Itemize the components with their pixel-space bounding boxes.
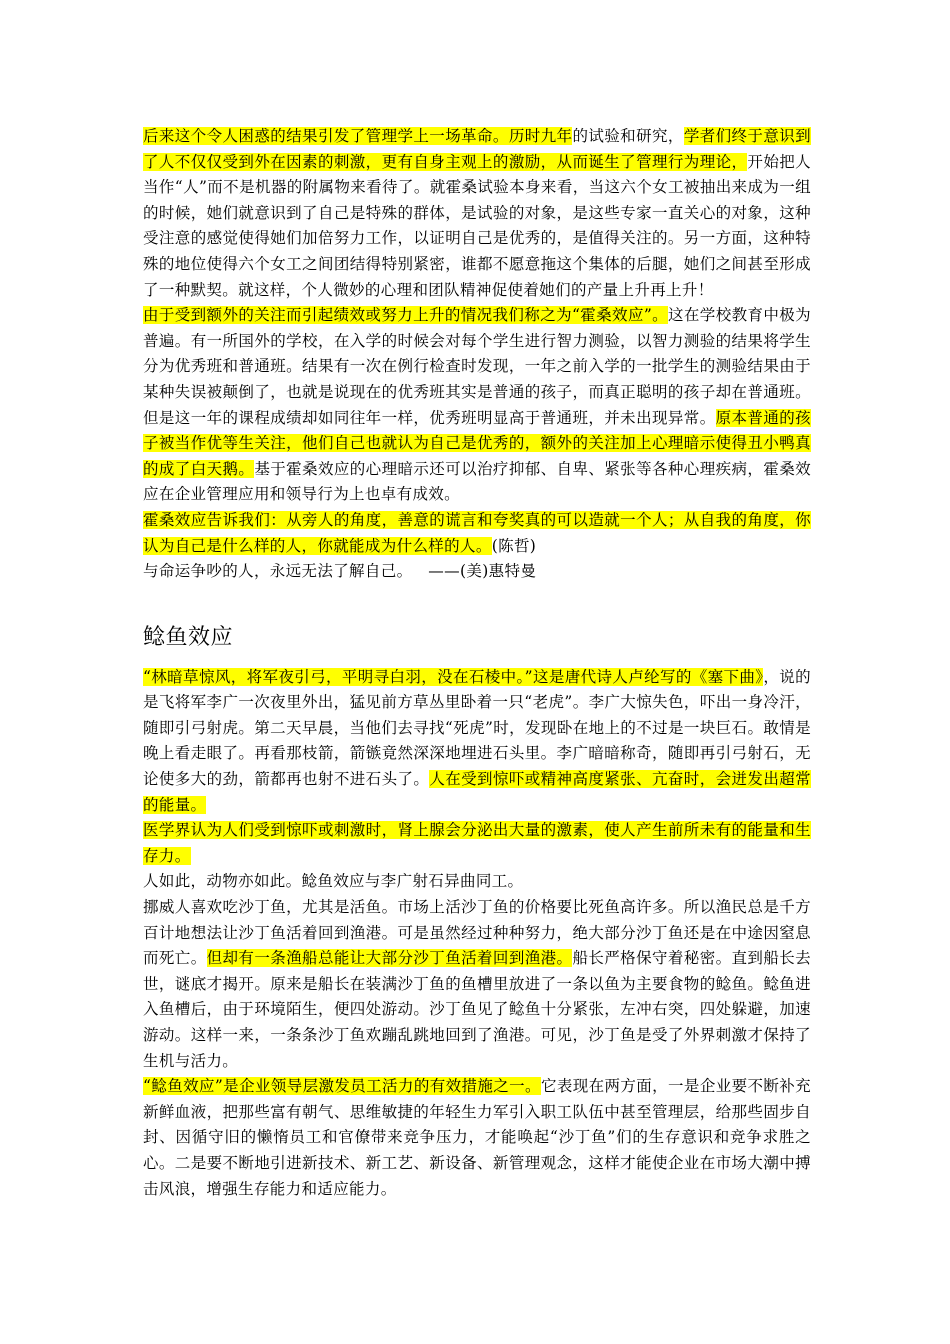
paragraph-hawthorne-revolution [143, 124, 811, 303]
highlighted-text: 由于受到额外的关注而引起绩效或努力上升的情况我们称之为“霍桑效应”。 [143, 306, 669, 325]
highlighted-text: 人在受到惊吓或精神高度紧张、亢奋时，会迸发出超常的能量。 [143, 770, 811, 814]
highlighted-text: 后来这个令人困惑的结果引发了管理学上一场革命。历时九年 [143, 127, 573, 145]
paragraph-hawthorne-effect-definition [143, 303, 811, 508]
document-page [143, 124, 811, 1202]
highlighted-text: 但却有一条渔船总能让大部分沙丁鱼活着回到渔港。 [206, 949, 573, 968]
highlighted-text: 学者们终于意识到了人不仅仅受到外在因素的刺激，更有自身主观上的激励，从而诞生了管理行为理论， [143, 127, 812, 171]
paragraph-hawthorne-lesson [143, 508, 811, 559]
body-text: 这在学校教育中极为普遍。有一所国外的学校，在入学的时候会对每个学生进行智力测验，以智力测验的结果将学生分为优秀班和普通班。结果有一次在例行检查时发现，一年之前入学的一批学生的测验结果由于某种失误被颠倒了，也就是说现在的优秀班其实是普通的孩子，而真正聪明的孩子却在普通班。但是这一年的课程成绩却如同往年一样，优秀班明显高于普通班，并未出现异常。 [143, 306, 811, 427]
paragraph-li-guang-story [143, 665, 811, 819]
section-title-catfish-effect: 鲶鱼效应 [143, 624, 234, 650]
paragraph-animal-analogy: 人如此，动物亦如此。鲶鱼效应与李广射石异曲同工。 [143, 872, 524, 891]
highlighted-text: 原本普通的孩子被当作优等生关注，他们自己也就认为自己是优秀的，额外的关注加上心理暗示使得丑小鸭真的成了白天鹅。 [143, 408, 811, 478]
highlighted-text: “林暗草惊风，将军夜引弓，平明寻白羽，没在石棱中。”这是唐代诗人卢纶写的《塞下曲》 [143, 667, 764, 686]
body-text: 挪威人喜欢吃沙丁鱼，尤其是活鱼。市场上活沙丁鱼的价格要比死鱼高许多。所以渔民总是千方百计地想法让沙丁鱼活着回到渔港。可是虽然经过种种努力，绝大部分沙丁鱼还是在中途因窒息而死亡。 [143, 898, 811, 968]
body-text: ，说的是飞将军李广一次夜里外出，猛见前方草丛里卧着一只“老虎”。李广大惊失色，吓出一身冷汗，随即引弓射虎。第二天早晨，当他们去寻找“死虎”时，发现卧在地上的不过是一块巨石。敢情是晚上看走眼了。再看那枝箭，箭镞竟然深深地埋进石头里。李广暗暗称奇，随即再引弓射石，无论使多大的劲，箭都再也射不进石头了。 [143, 667, 811, 789]
paragraph-sardine-story [143, 895, 811, 1074]
body-text: 它表现在两方面，一是企业要不断补充新鲜血液，把那些富有朝气、思维敏捷的年轻生力军引入职工队伍中甚至管理层，给那些固步自封、因循守旧的懒惰员工和官僚带来竞争压力，才能唤起“沙丁鱼”们的生存意识和竞争求胜之心。二是要不断地引进新技术、新工艺、新设备、新管理观念，这样才能使企业在市场大潮中搏击风浪，增强生存能力和适应能力。 [143, 1077, 811, 1198]
highlighted-text: 医学界认为人们受到惊吓或刺激时，肾上腺会分泌出大量的激素，使人产生前所未有的能量和生存力。 [143, 821, 811, 865]
body-text: 船长严格保守着秘密。直到船长去世，谜底才揭开。原来是船长在装满沙丁鱼的鱼槽里放进了一条以鱼为主要食物的鲶鱼。鲶鱼进入鱼槽后，由于环境陌生，便四处游动。沙丁鱼见了鲶鱼十分紧张，左冲右突，四处躲避，加速游动。这样一来，一条条沙丁鱼欢蹦乱跳地回到了渔港。可见，沙丁鱼是受了外界刺激才保持了生机与活力。 [143, 949, 811, 1070]
whitman-quote: 与命运争吵的人，永远无法了解自己。 ——(美)惠特曼 [143, 562, 537, 581]
highlighted-text: 霍桑效应告诉我们：从旁人的角度，善意的谎言和夸奖真的可以造就一个人；从自我的角度，你认为自己是什么样的人，你就能成为什么样的人。 [143, 510, 811, 555]
body-text: 的试验和研究， [572, 127, 684, 145]
body-text: 开始把人当作“人”而不是机器的附属物来看待了。就霍桑试验本身来看，当这六个女工被抽出来成为一组的时候，她们就意识到了自己是特殊的群体，是试验的对象，是这些专家一直关心的对象，这种受注意的感觉使得她们加倍努力工作，以证明自己是优秀的，是值得关注的。另一方面，这种特殊的地位使得六个女工之间团结得特别紧密，谁都不愿意拖这个集体的后腿，她们之间甚至形成了一种默契。就这样，个人微妙的心理和团队精神促使着她们的产量上升再上升！ [143, 152, 811, 299]
highlighted-text: “鲶鱼效应”是企业领导层激发员工活力的有效措施之一。 [143, 1077, 541, 1096]
paragraph-catfish-management [143, 1074, 811, 1202]
author-attribution: (陈哲) [491, 536, 537, 555]
paragraph-medical-view [143, 818, 811, 869]
body-text: 基于霍桑效应的心理暗示还可以治疗抑郁、自卑、紧张等各种心理疾病，霍桑效应在企业管理应用和领导行为上也卓有成效。 [143, 459, 811, 504]
